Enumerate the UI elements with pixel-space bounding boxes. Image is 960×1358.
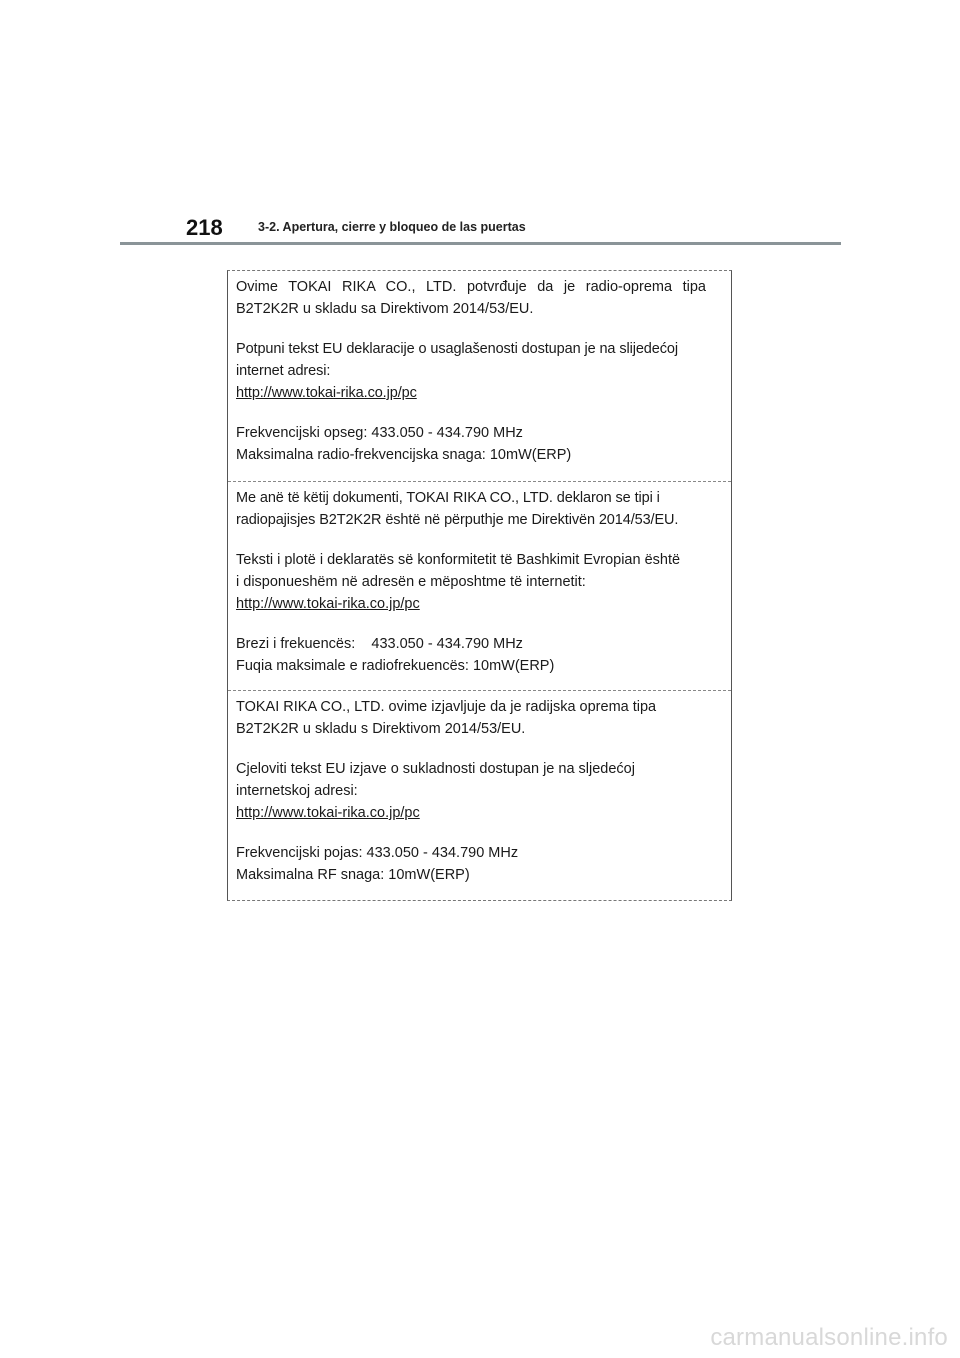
frequency-range: Brezi i frekuencës: 433.050 - 434.790 MHz <box>236 636 523 652</box>
declaration-text-line-1: Potpuni tekst EU deklaracije o usaglašenosti dostupan je na slijedećoj <box>236 341 678 357</box>
page-number: 218 <box>186 215 223 240</box>
declaration-url-link[interactable]: http://www.tokai-rika.co.jp/pc <box>236 385 417 401</box>
declaration-intro-line-2: B2T2K2R u skladu s Direktivom 2014/53/EU. <box>236 721 526 737</box>
declaration-text-line-1: Teksti i plotë i deklaratës së konformitetit të Bashkimit Evropian është <box>236 552 681 568</box>
section-title: 3-2. Apertura, cierre y bloqueo de las puertas <box>258 220 526 234</box>
declaration-text-line-2: internetskoj adresi: <box>236 783 358 799</box>
declaration-text-line-2: internet adresi: <box>236 363 331 379</box>
header-rule <box>120 242 841 245</box>
frequency-range: Frekvencijski opseg: 433.050 - 434.790 MHz <box>236 425 523 441</box>
declaration-url-link[interactable]: http://www.tokai-rika.co.jp/pc <box>236 805 420 821</box>
max-power: Maksimalna radio-frekvencijska snaga: 10mW(ERP) <box>236 447 572 463</box>
declaration-intro-line-2: B2T2K2R u skladu sa Direktivom 2014/53/EU. <box>236 301 534 317</box>
declarations-box <box>227 270 732 901</box>
declaration-intro-line-1: Ovime TOKAI RIKA CO., LTD. potvrđuje da je radio-oprema tipa <box>236 279 706 295</box>
max-power: Maksimalna RF snaga: 10mW(ERP) <box>236 867 470 883</box>
declaration-intro-line-1: Me anë të këtij dokumenti, TOKAI RIKA CO., LTD. deklaron se tipi i <box>236 490 660 506</box>
declaration-url-link[interactable]: http://www.tokai-rika.co.jp/pc <box>236 596 420 612</box>
max-power: Fuqia maksimale e radiofrekuencës: 10mW(ERP) <box>236 658 555 674</box>
declaration-intro-line-1: TOKAI RIKA CO., LTD. ovime izjavljuje da je radijska oprema tipa <box>236 699 657 715</box>
declaration-section-croatian <box>228 690 731 900</box>
frequency-range: Frekvencijski pojas: 433.050 - 434.790 MHz <box>236 845 519 861</box>
declaration-intro-line-2: radiopajisjes B2T2K2R është në përputhje me Direktivën 2014/53/EU. <box>236 512 679 528</box>
declaration-text-line-2: i disponueshëm në adresën e mëposhtme të internetit: <box>236 574 586 590</box>
declaration-section-albanian <box>228 481 731 690</box>
declaration-section-bosnian <box>228 271 731 481</box>
declaration-text-line-1: Cjeloviti tekst EU izjave o sukladnosti dostupan je na sljedećoj <box>236 761 635 777</box>
site-watermark: carmanualsonline.info <box>710 1324 948 1351</box>
